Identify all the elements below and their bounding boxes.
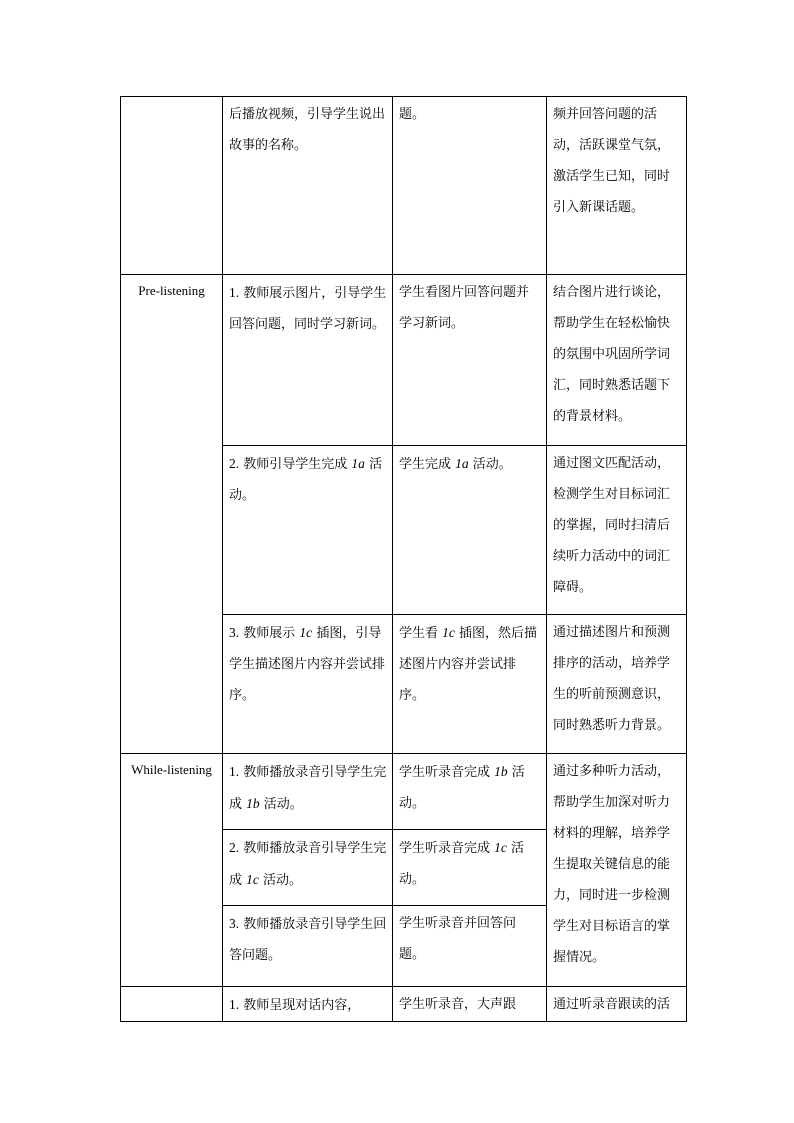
- student-activity-cell: 学生看 1c 插图，然后描述图片内容并尝试排序。: [393, 615, 547, 754]
- purpose-cell: 结合图片进行谈论，帮助学生在轻松愉快的氛围中巩固所学词汇，同时熟悉话题下的背景材料。: [547, 275, 687, 446]
- teacher-activity-cell: 2. 教师引导学生完成 1a 活动。: [223, 446, 393, 615]
- teacher-activity-cell: 3. 教师播放录音引导学生回答问题。: [223, 906, 393, 987]
- student-activity-cell: 学生看图片回答问题并学习新词。: [393, 275, 547, 446]
- stage-label-while-listening: While-listening: [121, 754, 223, 987]
- student-activity-cell: 学生听录音完成 1b 活动。: [393, 754, 547, 830]
- purpose-cell: 通过图文匹配活动，检测学生对目标词汇的掌握，同时扫清后续听力活动中的词汇障碍。: [547, 446, 687, 615]
- purpose-cell: 频并回答问题的活动，活跃课堂气氛，激活学生已知，同时引入新课话题。: [547, 97, 687, 275]
- purpose-cell: 通过描述图片和预测排序的活动，培养学生的听前预测意识，同时熟悉听力背景。: [547, 615, 687, 754]
- student-activity-cell: 学生完成 1a 活动。: [393, 446, 547, 615]
- stage-label-pre-listening: Pre-listening: [121, 275, 223, 754]
- table-row: [121, 754, 687, 830]
- lesson-plan-table: [120, 96, 687, 1022]
- purpose-cell: 通过听录音跟读的活: [547, 987, 687, 1022]
- teacher-activity-cell: 1. 教师呈现对话内容，: [223, 987, 393, 1022]
- teacher-activity-cell: 2. 教师播放录音引导学生完成 1c 活动。: [223, 830, 393, 906]
- teacher-activity-cell: 1. 教师展示图片，引导学生回答问题，同时学习新词。: [223, 275, 393, 446]
- student-activity-cell: 学生听录音并回答问题。: [393, 906, 547, 987]
- purpose-cell: 通过多种听力活动，帮助学生加深对听力材料的理解，培养学生提取关键信息的能力，同时进一步检测学生对目标语言的掌握情况。: [547, 754, 687, 987]
- student-activity-cell: 学生听录音完成 1c 活动。: [393, 830, 547, 906]
- student-activity-cell: 题。: [393, 97, 547, 275]
- student-activity-cell: 学生听录音，大声跟: [393, 987, 547, 1022]
- teacher-activity-cell: 后播放视频，引导学生说出故事的名称。: [223, 97, 393, 275]
- table-row: [121, 987, 687, 1022]
- stage-cell-empty: [121, 97, 223, 275]
- stage-cell-empty: [121, 987, 223, 1022]
- teacher-activity-cell: 3. 教师展示 1c 插图，引导学生描述图片内容并尝试排序。: [223, 615, 393, 754]
- table-row: [121, 97, 687, 275]
- teacher-activity-cell: 1. 教师播放录音引导学生完成 1b 活动。: [223, 754, 393, 830]
- table-row: [121, 275, 687, 446]
